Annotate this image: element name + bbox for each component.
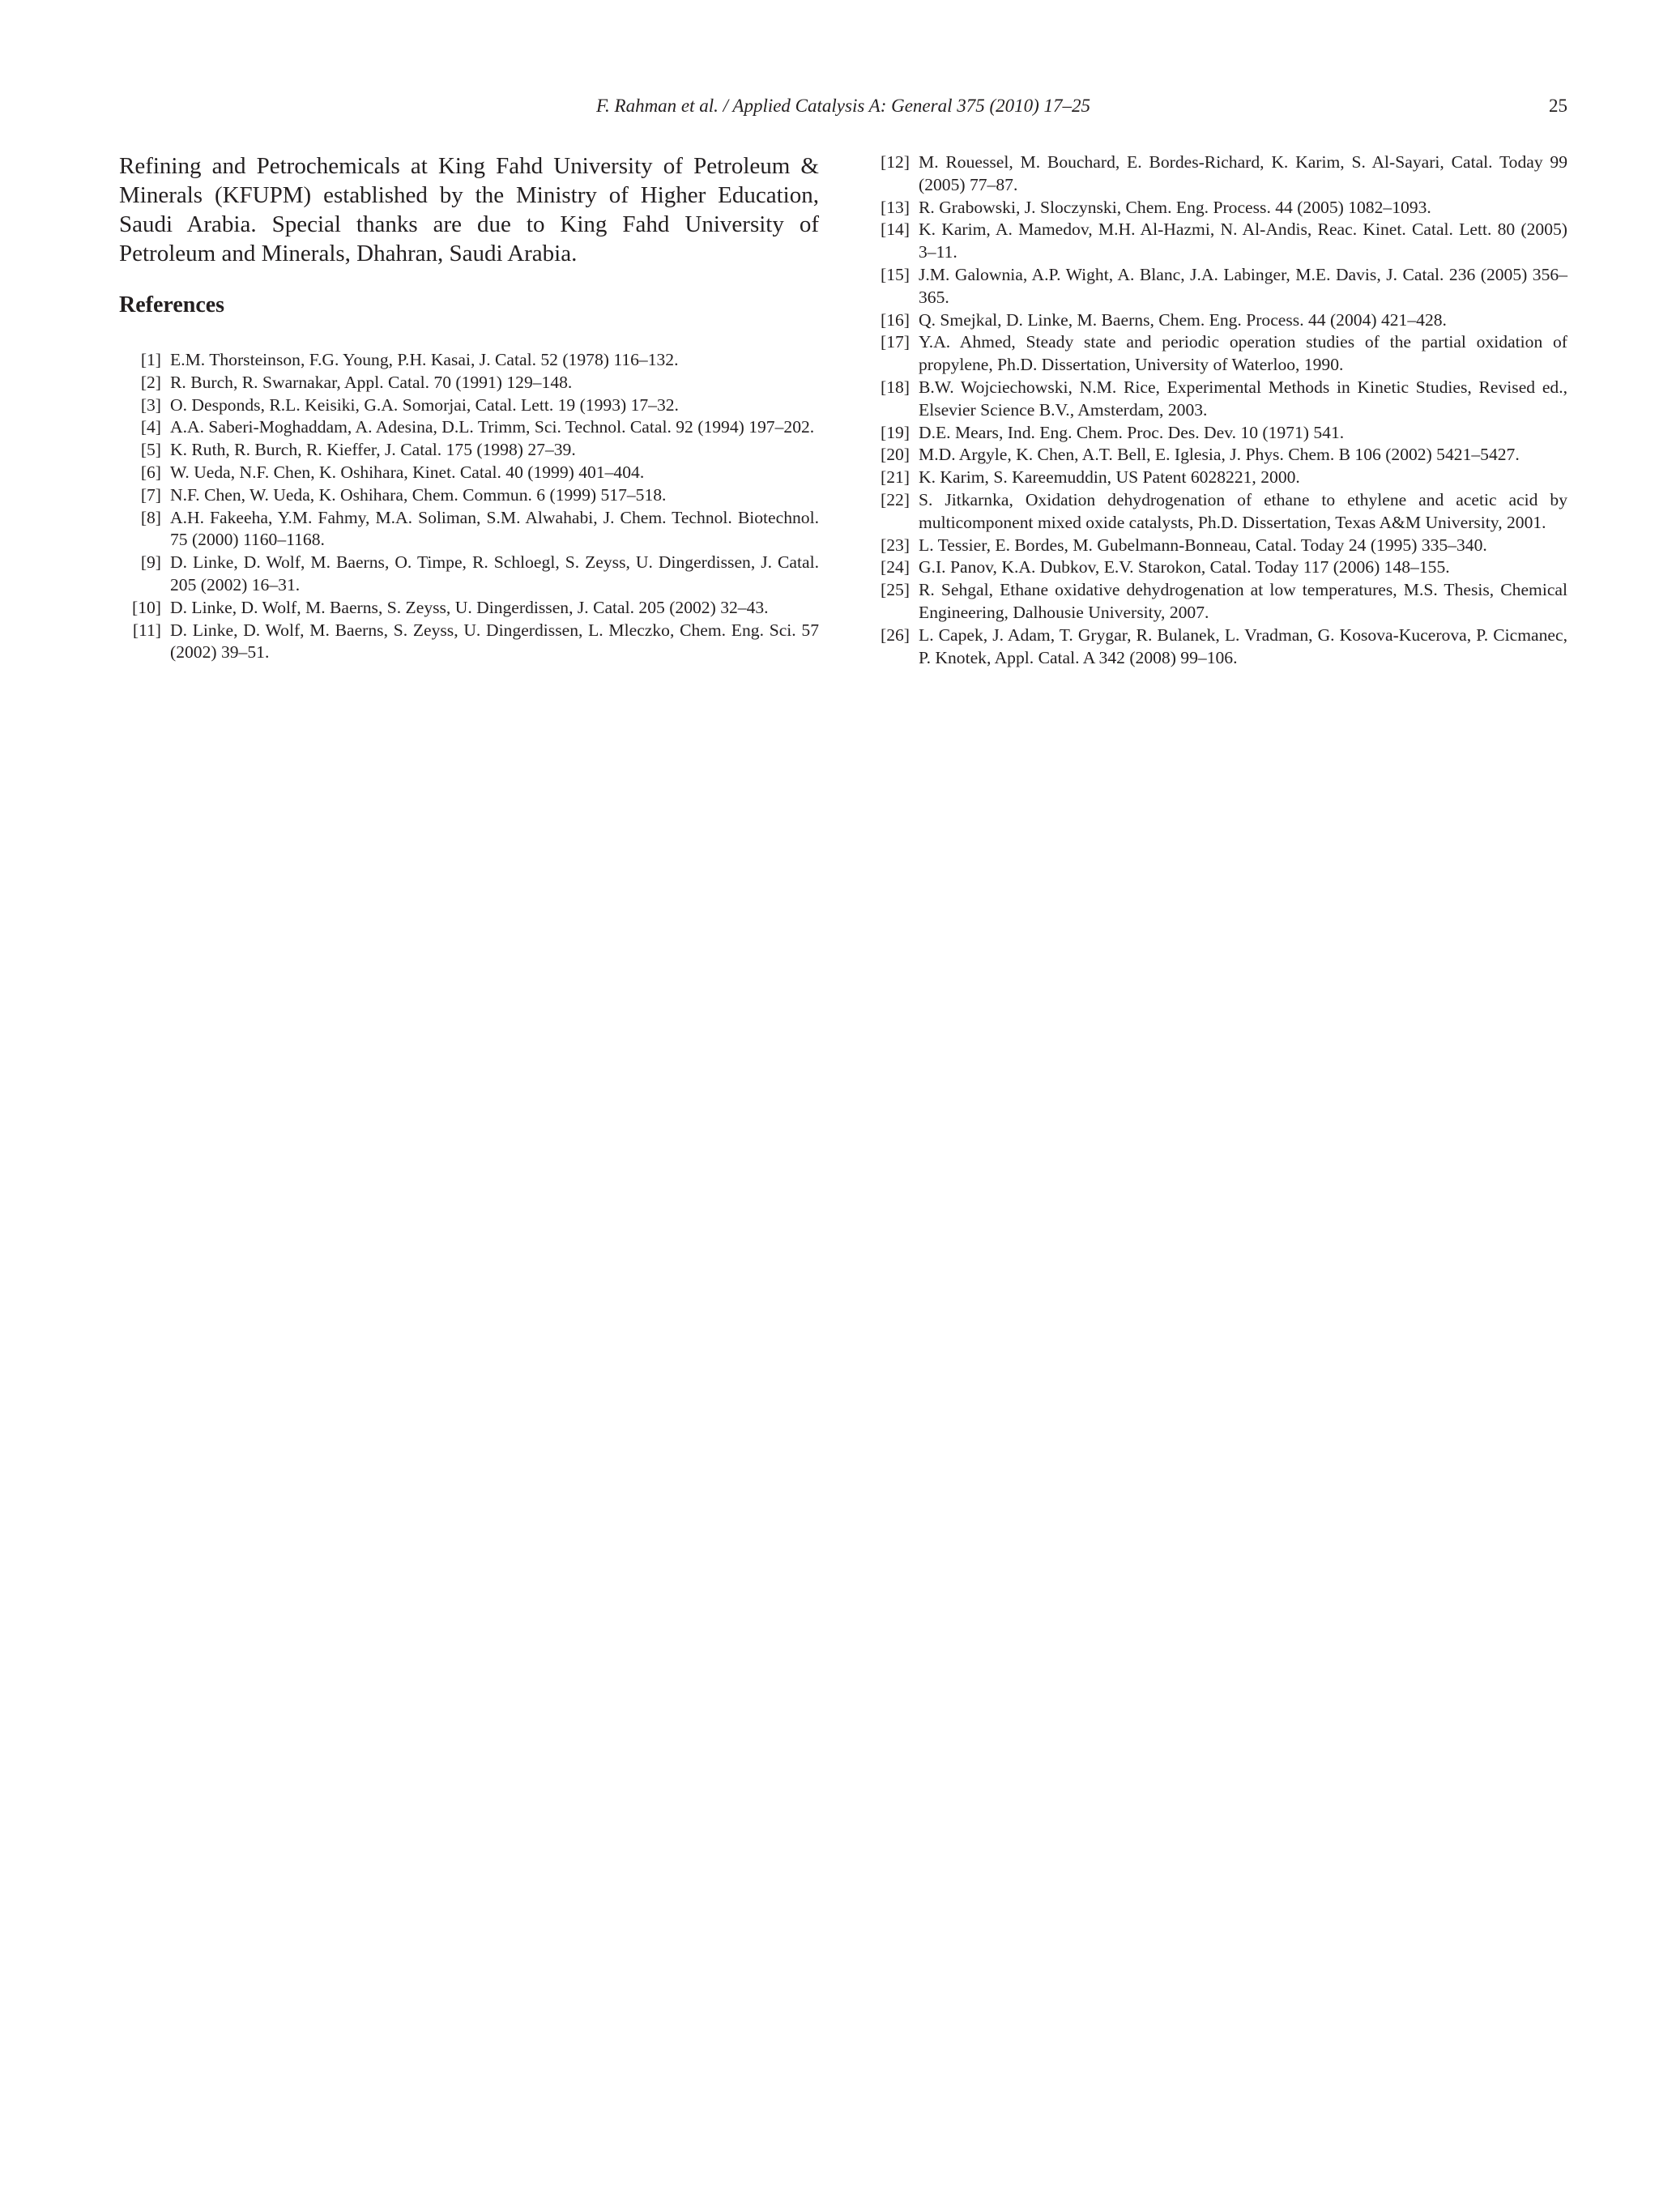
- reference-item: [868, 377, 1567, 422]
- reference-number: [2]: [140, 372, 161, 392]
- reference-text: A.A. Saberi-Moghaddam, A. Adesina, D.L. Trimm, Sci. Technol. Catal. 92 (1994) 197–202.: [170, 417, 815, 437]
- reference-item: [868, 197, 1567, 219]
- reference-number: [4]: [140, 417, 161, 437]
- reference-number: [13]: [881, 197, 910, 217]
- reference-number: [12]: [881, 152, 910, 172]
- reference-text: K. Karim, A. Mamedov, M.H. Al-Hazmi, N. Al-Andis, Reac. Kinet. Catal. Lett. 80 (2005) 3–11.: [919, 219, 1567, 262]
- reference-item: [868, 467, 1567, 489]
- reference-text: G.I. Panov, K.A. Dubkov, E.V. Starokon, Catal. Today 117 (2006) 148–155.: [919, 557, 1450, 578]
- reference-number: [10]: [132, 597, 161, 617]
- reference-text: R. Sehgal, Ethane oxidative dehydrogenation at low temperatures, M.S. Thesis, Chemical Engineering, Dalhousie University, 2007.: [919, 580, 1567, 622]
- reference-number: [20]: [881, 445, 910, 465]
- reference-text: S. Jitkarnka, Oxidation dehydrogenation of ethane to ethylene and acetic acid by multicomponent mixed oxide catalysts, Ph.D. Dissertation, Texas A&M University, 2001.: [919, 489, 1567, 532]
- reference-number: [25]: [881, 580, 910, 600]
- reference-text: K. Karim, S. Kareemuddin, US Patent 6028221, 2000.: [919, 467, 1300, 488]
- reference-item: [868, 624, 1567, 670]
- reference-number: [9]: [140, 552, 161, 573]
- reference-item: [119, 394, 819, 417]
- reference-item: [119, 620, 819, 665]
- journal-citation: F. Rahman et al. / Applied Catalysis A: General 375 (2010) 17–25: [595, 96, 1091, 116]
- reference-text: R. Burch, R. Swarnakar, Appl. Catal. 70 (1991) 129–148.: [170, 372, 573, 392]
- reference-item: [119, 439, 819, 462]
- reference-text: D. Linke, D. Wolf, M. Baerns, S. Zeyss, U. Dingerdissen, L. Mleczko, Chem. Eng. Sci. 57 (2002) 39–51.: [170, 620, 819, 663]
- reference-list-left: [119, 349, 819, 664]
- reference-number: [22]: [881, 489, 910, 509]
- reference-number: [6]: [140, 462, 161, 482]
- reference-text: M. Rouessel, M. Bouchard, E. Bordes-Richard, K. Karim, S. Al-Sayari, Catal. Today 99 (2005) 77–87.: [919, 152, 1567, 194]
- page-number: 25: [1549, 96, 1567, 116]
- reference-text: D. Linke, D. Wolf, M. Baerns, S. Zeyss, U. Dingerdissen, J. Catal. 205 (2002) 32–43.: [170, 597, 769, 617]
- left-column: [119, 151, 819, 664]
- reference-list-right: [868, 151, 1567, 669]
- reference-item: [868, 489, 1567, 535]
- reference-number: [21]: [881, 467, 910, 488]
- reference-text: Y.A. Ahmed, Steady state and periodic operation studies of the partial oxidation of propylene, Ph.D. Dissertation, University of Waterloo, 1990.: [919, 332, 1567, 375]
- reference-text: E.M. Thorsteinson, F.G. Young, P.H. Kasai, J. Catal. 52 (1978) 116–132.: [170, 350, 679, 369]
- reference-item: [868, 151, 1567, 197]
- reference-number: [14]: [881, 219, 910, 240]
- reference-number: [8]: [140, 507, 161, 527]
- reference-item: [119, 349, 819, 372]
- reference-item: [868, 331, 1567, 377]
- reference-item: [868, 444, 1567, 467]
- reference-number: [19]: [881, 422, 910, 442]
- reference-number: [3]: [140, 394, 161, 415]
- reference-item: [868, 422, 1567, 445]
- reference-item: [119, 484, 819, 507]
- running-header: [119, 96, 1567, 125]
- reference-text: D.E. Mears, Ind. Eng. Chem. Proc. Des. Dev. 10 (1971) 541.: [919, 422, 1345, 442]
- reference-number: [11]: [132, 620, 161, 640]
- reference-item: [868, 219, 1567, 264]
- reference-item: [119, 507, 819, 552]
- reference-text: D. Linke, D. Wolf, M. Baerns, O. Timpe, R. Schloegl, S. Zeyss, U. Dingerdissen, J. Catal. 205 (2002) 16–31.: [170, 552, 819, 595]
- reference-item: [868, 556, 1567, 579]
- right-column: [868, 151, 1567, 669]
- reference-number: [18]: [881, 377, 910, 397]
- reference-text: R. Grabowski, J. Sloczynski, Chem. Eng. Process. 44 (2005) 1082–1093.: [919, 197, 1431, 217]
- reference-text: B.W. Wojciechowski, N.M. Rice, Experimental Methods in Kinetic Studies, Revised ed., Elsevier Science B.V., Amsterdam, 2003.: [919, 377, 1567, 420]
- reference-number: [16]: [881, 309, 910, 330]
- reference-text: M.D. Argyle, K. Chen, A.T. Bell, E. Iglesia, J. Phys. Chem. B 106 (2002) 5421–5427.: [919, 445, 1520, 465]
- reference-number: [5]: [140, 440, 161, 460]
- reference-text: L. Capek, J. Adam, T. Grygar, R. Bulanek, L. Vradman, G. Kosova-Kucerova, P. Cicmanec, P. Knotek, Appl. Catal. A 342 (2008) 99–106.: [919, 624, 1567, 667]
- reference-text: Q. Smejkal, D. Linke, M. Baerns, Chem. Eng. Process. 44 (2004) 421–428.: [919, 309, 1447, 330]
- reference-text: J.M. Galownia, A.P. Wight, A. Blanc, J.A. Labinger, M.E. Davis, J. Catal. 236 (2005) 356–365.: [919, 264, 1567, 307]
- reference-number: [24]: [881, 557, 910, 578]
- reference-item: [868, 309, 1567, 332]
- reference-item: [119, 552, 819, 597]
- reference-number: [17]: [881, 332, 910, 352]
- reference-item: [119, 372, 819, 394]
- acknowledgement-paragraph: Refining and Petrochemicals at King Fahd University of Petroleum & Minerals (KFUPM) established by the Ministry of Higher Education, Saudi Arabia. Special thanks are due to King Fahd University of Petroleum and Minerals, Dhahran, Saudi Arabia.: [119, 153, 819, 266]
- references-heading: References: [119, 292, 225, 318]
- reference-text: L. Tessier, E. Bordes, M. Gubelmann-Bonneau, Catal. Today 24 (1995) 335–340.: [919, 535, 1487, 555]
- reference-item: [868, 579, 1567, 624]
- reference-number: [23]: [881, 535, 910, 555]
- reference-text: N.F. Chen, W. Ueda, K. Oshihara, Chem. Commun. 6 (1999) 517–518.: [170, 484, 667, 505]
- reference-text: K. Ruth, R. Burch, R. Kieffer, J. Catal. 175 (1998) 27–39.: [170, 440, 576, 460]
- reference-item: [868, 535, 1567, 557]
- reference-number: [1]: [140, 350, 161, 369]
- reference-text: A.H. Fakeeha, Y.M. Fahmy, M.A. Soliman, S.M. Alwahabi, J. Chem. Technol. Biotechnol. 75 (2000) 1160–1168.: [170, 507, 819, 550]
- reference-number: [7]: [140, 484, 161, 505]
- reference-item: [119, 416, 819, 439]
- reference-item: [868, 264, 1567, 309]
- reference-number: [26]: [881, 624, 910, 645]
- reference-text: O. Desponds, R.L. Keisiki, G.A. Somorjai, Catal. Lett. 19 (1993) 17–32.: [170, 394, 679, 415]
- reference-item: [119, 462, 819, 484]
- reference-text: W. Ueda, N.F. Chen, K. Oshihara, Kinet. Catal. 40 (1999) 401–404.: [170, 462, 645, 482]
- reference-item: [119, 597, 819, 620]
- reference-number: [15]: [881, 264, 910, 284]
